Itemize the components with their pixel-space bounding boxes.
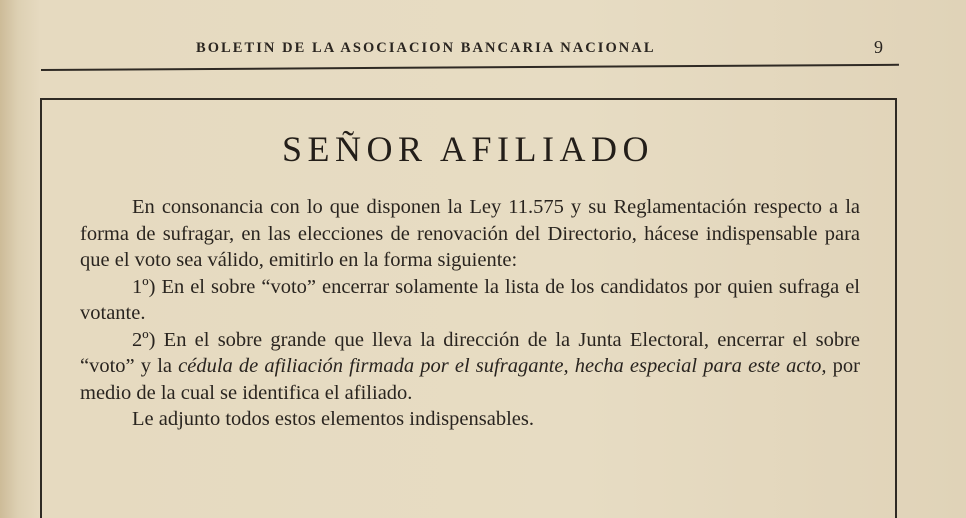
page-number: 9: [874, 37, 883, 57]
point-2-text-after: por medio de la cual se identifica el afiliado.: [80, 355, 860, 404]
intro-paragraph: En consonancia con lo que disponen la Ley 11.575 y su Reglamentación respecto a la forma de sufragar, en las elecciones de renovación del Directorio, hácese indispensable para que el voto sea válido, emitirlo en la forma siguiente:: [80, 196, 860, 271]
point-1-marker: 1º): [132, 275, 156, 298]
closing-paragraph: Le adjunto todos estos elementos indispensables.: [132, 408, 534, 430]
point-2-text-before: En el sobre grande que lleva la dirección de la Junta Electoral, encerrar el sobre “voto” y la: [80, 328, 860, 377]
point-2-text-italic: cédula de afiliación firmada por el sufragante, hecha especial para este acto,: [178, 355, 827, 377]
point-1-text: En el sobre “voto” encerrar solamente la lista de los candidatos por quien sufraga el votante.: [80, 275, 861, 324]
running-head: BOLETIN DE LA ASOCIACION BANCARIA NACIONAL: [196, 40, 656, 56]
point-2-marker: 2º): [132, 328, 156, 351]
notice-body: [80, 194, 860, 433]
point-1-paragraph: [80, 274, 860, 327]
header-rule: [41, 64, 899, 71]
notice-title: SEÑOR AFILIADO: [281, 129, 654, 169]
point-2-paragraph: [80, 327, 860, 407]
